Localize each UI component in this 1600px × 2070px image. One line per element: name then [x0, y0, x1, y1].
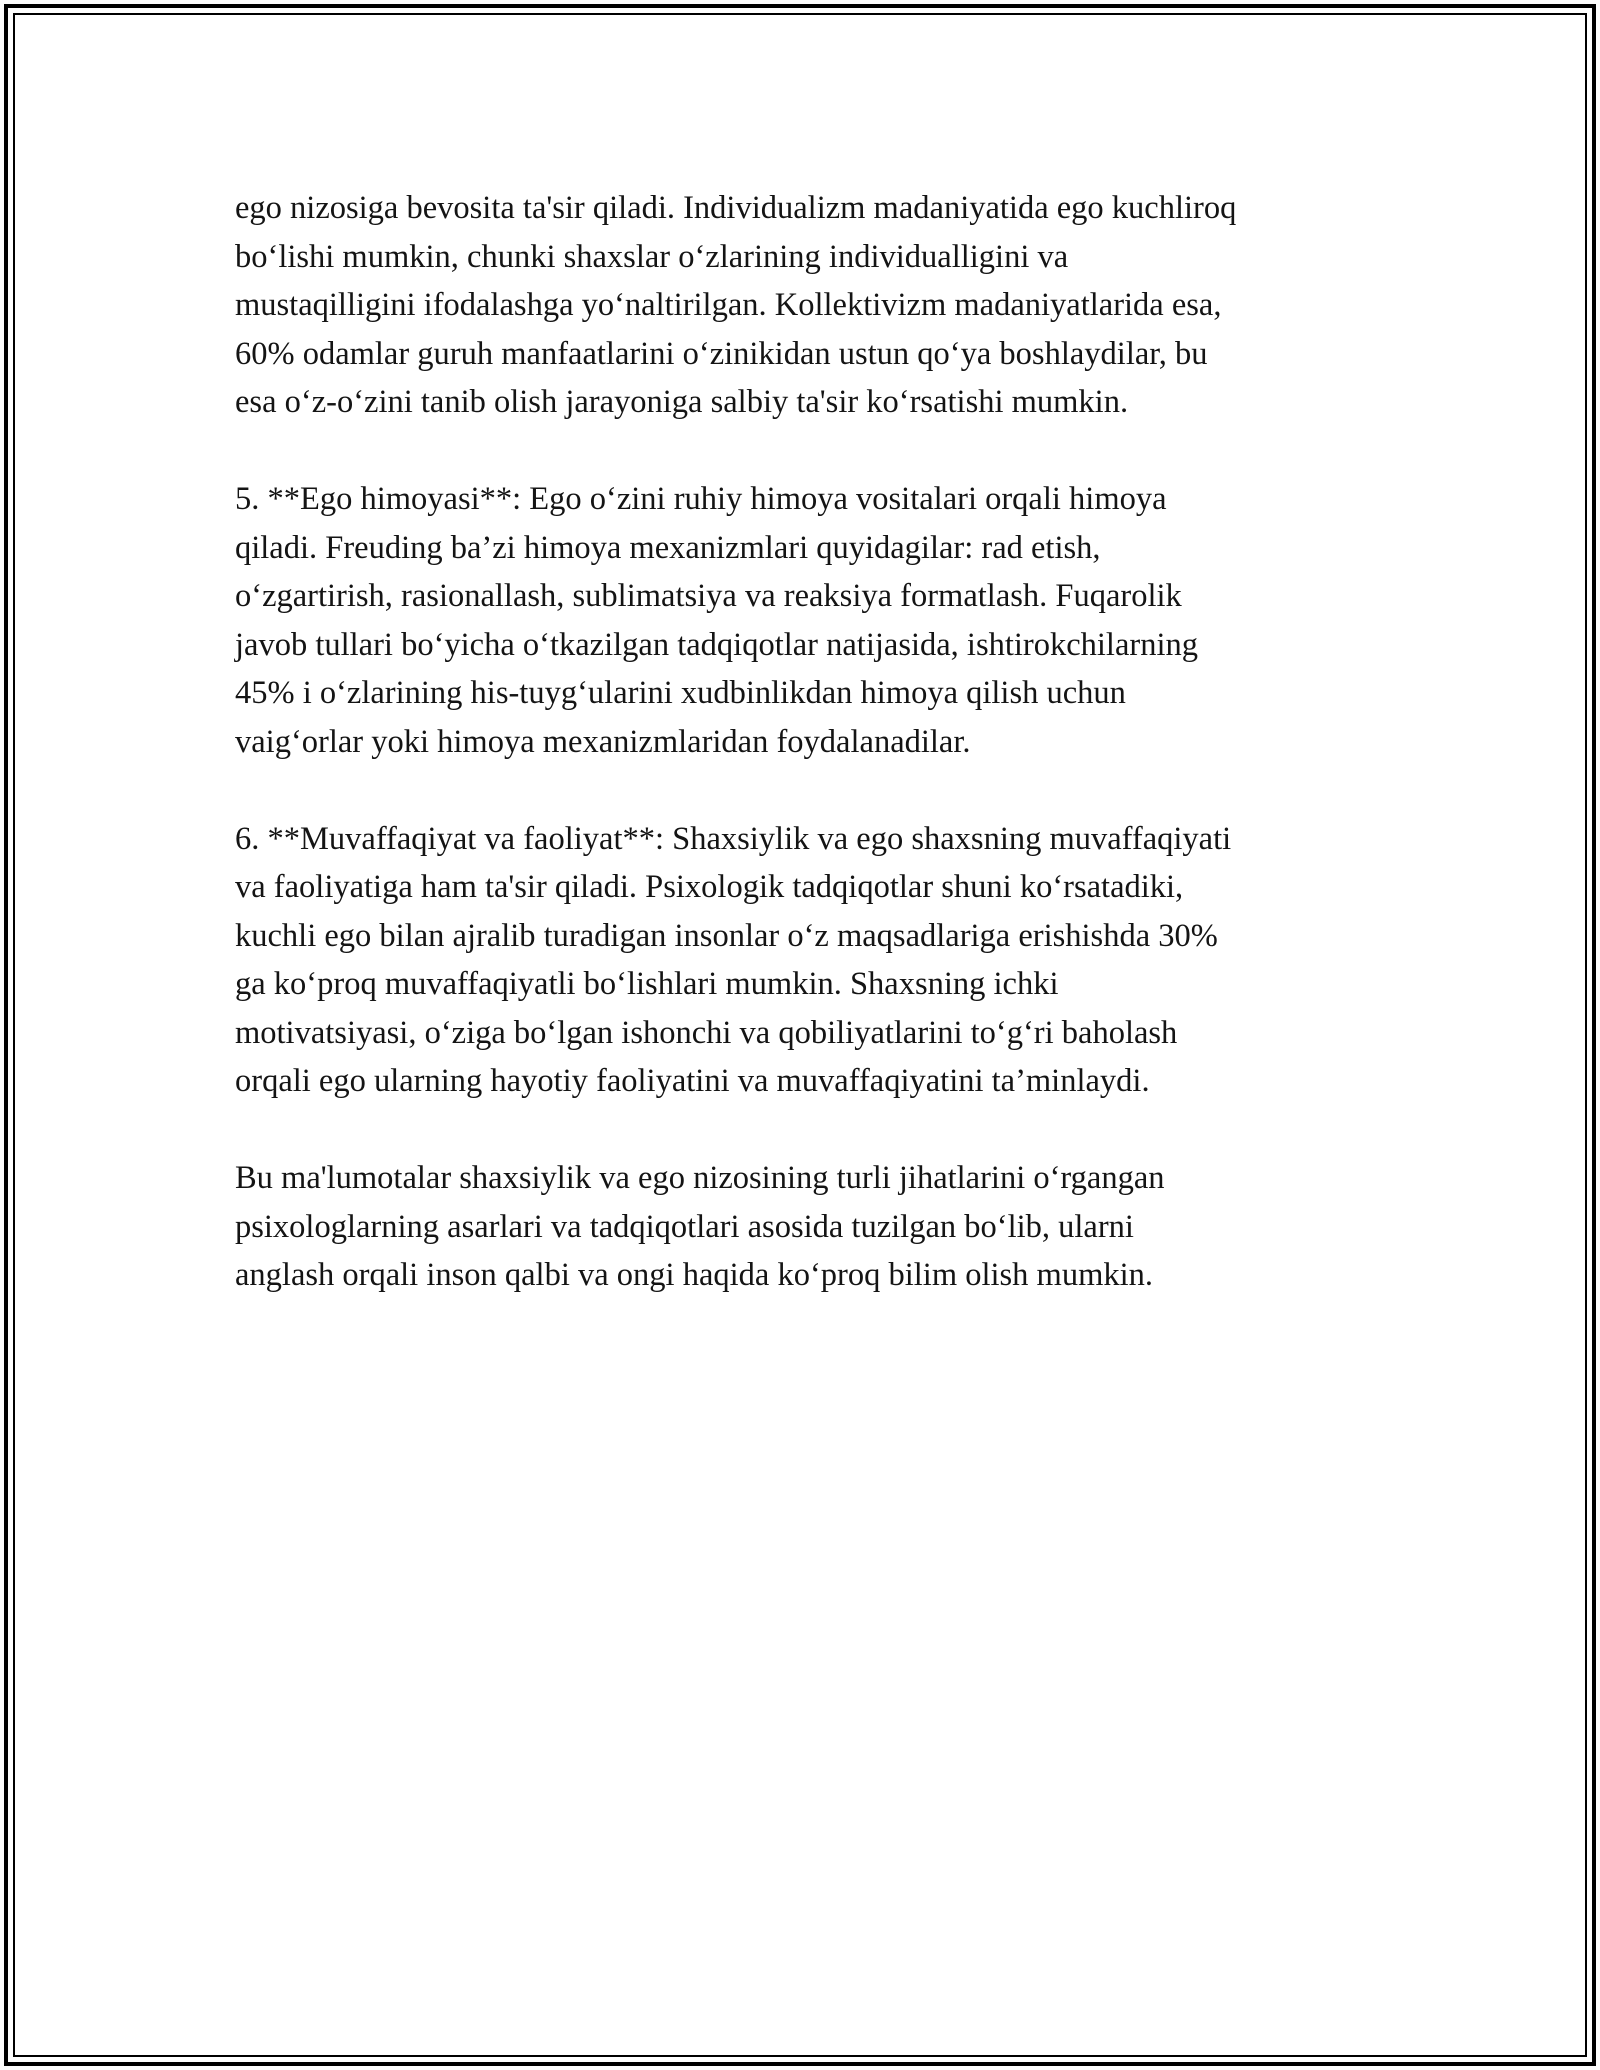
text-line: mustaqilligini ifodalashga yo‘naltirilgan. Kollektivizm madaniyatlarida esa, — [235, 287, 1222, 323]
text-line: psixologlarning asarlari va tadqiqotlari asosida tuzilgan bo‘lib, ularni — [235, 1208, 1134, 1245]
text-line: vaig‘orlar yoki himoya mexanizmlaridan foydalanadilar. — [235, 723, 971, 760]
text-line: esa o‘z-o‘zini tanib olish jarayoniga salbiy ta'sir ko‘rsatishi mumkin. — [235, 384, 1129, 420]
paragraph-conclusion — [235, 1154, 1375, 1300]
text-line: o‘zgartirish, rasionallash, sublimatsiya va reaksiya formatlash. Fuqarolik — [235, 578, 1182, 614]
text-line: Bu ma'lumotalar shaxsiylik va ego nizosining turli jihatlarini o‘rgangan — [235, 1160, 1165, 1196]
paragraph-success-activity — [235, 815, 1375, 1106]
text-line: 5. **Ego himoyasi**: Ego o‘zini ruhiy himoya vositalari orqali himoya — [235, 481, 1167, 517]
text-line: motivatsiyasi, o‘ziga bo‘lgan ishonchi va qobiliyatlarini to‘g‘ri baholash — [235, 1014, 1178, 1051]
text-line: javob tullari bo‘yicha o‘tkazilgan tadqiqotlar natijasida, ishtirokchilarning — [235, 626, 1198, 663]
text-line: qiladi. Freuding ba’zi himoya mexanizmlari quyidagilar: rad etish, — [235, 529, 1101, 566]
document-body — [235, 184, 1375, 1348]
text-line: bo‘lishi mumkin, chunki shaxslar o‘zlarining individualligini va — [235, 238, 1069, 275]
text-line: va faoliyatiga ham ta'sir qiladi. Psixologik tadqiqotlar shuni ko‘rsatadiki, — [235, 869, 1184, 905]
paragraph-ego-defense — [235, 475, 1375, 766]
text-line: 45% i o‘zlarining his-tuyg‘ularini xudbinlikdan himoya qilish uchun — [235, 675, 1126, 711]
text-line: orqali ego ularning hayotiy faoliyatini va muvaffaqiyatini ta’minlaydi. — [235, 1063, 1150, 1099]
text-line: ego nizosiga bevosita ta'sir qiladi. Individualizm madaniyatida ego kuchliroq — [235, 190, 1237, 226]
paragraph-ego-culture — [235, 184, 1375, 427]
text-line: kuchli ego bilan ajralib turadigan insonlar o‘z maqsadlariga erishishda 30% — [235, 917, 1218, 954]
text-line: 60% odamlar guruh manfaatlarini o‘zinikidan ustun qo‘ya boshlaydilar, bu — [235, 335, 1208, 372]
text-line: anglash orqali inson qalbi va ongi haqida ko‘proq bilim olish mumkin. — [235, 1257, 1154, 1293]
text-line: ga ko‘proq muvaffaqiyatli bo‘lishlari mumkin. Shaxsning ichki — [235, 966, 1059, 1002]
text-line: 6. **Muvaffaqiyat va faoliyat**: Shaxsiylik va ego shaxsning muvaffaqiyati — [235, 820, 1232, 857]
